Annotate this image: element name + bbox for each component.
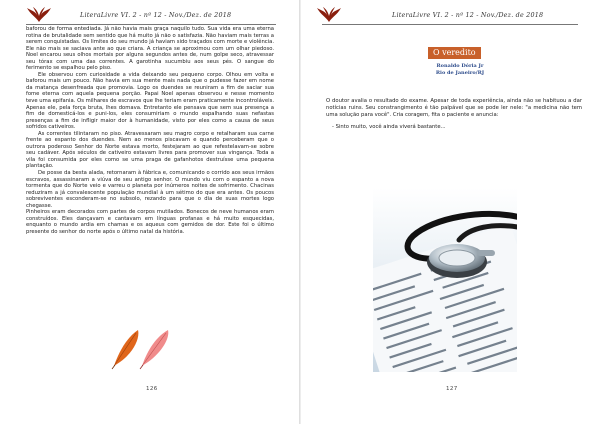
phoenix-logo-icon: [26, 6, 52, 24]
story-paragraph: O doutor avalia o resultado do exame. Apesar de toda experiência, ainda não se habituou a dar notícias ruins. Seu constrangimento é tão palpável que se pode ler nele: "a medicina não tem uma solução para você". Cria coragem, fita o paciente e anuncia:: [326, 98, 582, 119]
paragraph: Ele observou com curiosidade a vida deixando seu pequeno corpo. Olhou em volta e baforou mais um pouco. Não havia em sua mente mais nada que o pudesse fazer em nome da matança desenfreada que promovia. Logo os duendes se reuniram a fim de saciar sua fome eterna com aquela pequena porção. Papai Noel apenas observou e nesse momento teve uma epifania. Os milhares de escravos que lhe teriam eram praticamente incontroláveis. Apenas ele, pela força bruta, lhes domava. Entretanto ele pensava que sem sua presença a fim de domesticá-los e puni-los, eles consumiriam o mundo espalhando suas nefastas presenças a fim de infligir maior dor à humanidade, visto por eles como a causa de seus sofridos cativeiros.: [26, 71, 274, 131]
paragraph: De posse da besta alada, retornaram à fábrica e, comunicando o corrido aos seus irmãos escravos, assassinaram a viúva de seu antigo senhor. O mundo viu com o espanto a nova tormenta que do Norte veio e varreu o planeta por inúmeros noites de sofrimento. Chacinas reduziram a já convalescente população mundial à um sétimo do que era antes. Os poucos sobreviventes esconderam-se no subsolo, rezando para que o dia de suas mortes logo chegasse.: [26, 170, 274, 209]
paragraph: Pinheiros eram decorados com partes de corpos mutilados. Bonecos de neve humanos eram construídos. Eles dançavam e cantavam em línguas profanas e há muito esquecidas, enquanto o mundo ardia em chamas e os aqueus com gemidos de dor. Este foi o último presente do senhor do norte após o último natal da história.: [26, 209, 274, 235]
page-number-right: 127: [446, 386, 458, 392]
story-dialogue: - Sinto muito, você ainda viverá bastante...: [332, 124, 446, 130]
left-header: [0, 6, 300, 26]
stethoscope-photo: [373, 188, 517, 372]
orange-feather-icon: [112, 330, 138, 369]
header-rule: [322, 24, 578, 25]
header-title: LiteraLivre VI. 2 - nº 12 - Nov./Dez. de 2018: [80, 11, 232, 19]
author-name: Ronaldo Dória Jr: [436, 63, 484, 69]
header-rule: [26, 24, 276, 25]
right-header: [300, 6, 600, 26]
book-gutter: [299, 0, 301, 424]
paragraph: baforou de forma entediada. Já não havia mais graça naquilo tudo. Sua vida era uma eterna rotina de brutalidade sem sentido que há muito já não o satisfazia. Não haviam mais terras a serem conquistadas. Os limites do seu mundo já haviam sido traçados com morte e violência. Ele não mais se saciava ante ao que criara. A criança se aproximou com um olhar piedoso. Noel encarou seus olhos mortais por alguns segundos antes de, num golpe seco, atravessar seu tórax com uma das correntes. A garotinha sucumbiu aos seus pés. O sangue do ferimento se espalhou pelo piso.: [26, 26, 274, 72]
feathers-illustration: [110, 326, 174, 370]
phoenix-logo-icon: [316, 6, 342, 24]
left-page-text: [26, 26, 274, 236]
story-title: O veredito: [428, 47, 481, 59]
page-number-left: 126: [146, 386, 158, 392]
pink-feather-icon: [140, 330, 168, 369]
author-location: Rio de Janeiro/RJ: [435, 70, 485, 76]
header-title: LiteraLivre VI. 2 - nº 12 - Nov./Dez. de 2018: [392, 11, 544, 19]
paragraph: As correntes tilintaram no piso. Atravessaram seu magro corpo e retalharam sua carne frente ao espanto dos duendes. Nem ao menos piscavam e quando perceberam que o outrora poderoso Senhor do Norte estava morto, festejaram ao que refestelavam-se sobre seu cadáver. Após séculos de cativeiro estavam livres para promover sua vingança. Toda a vila foi consumida por eles como se uma praga de gafanhotos destruísse uma pequena plantação.: [26, 130, 274, 170]
